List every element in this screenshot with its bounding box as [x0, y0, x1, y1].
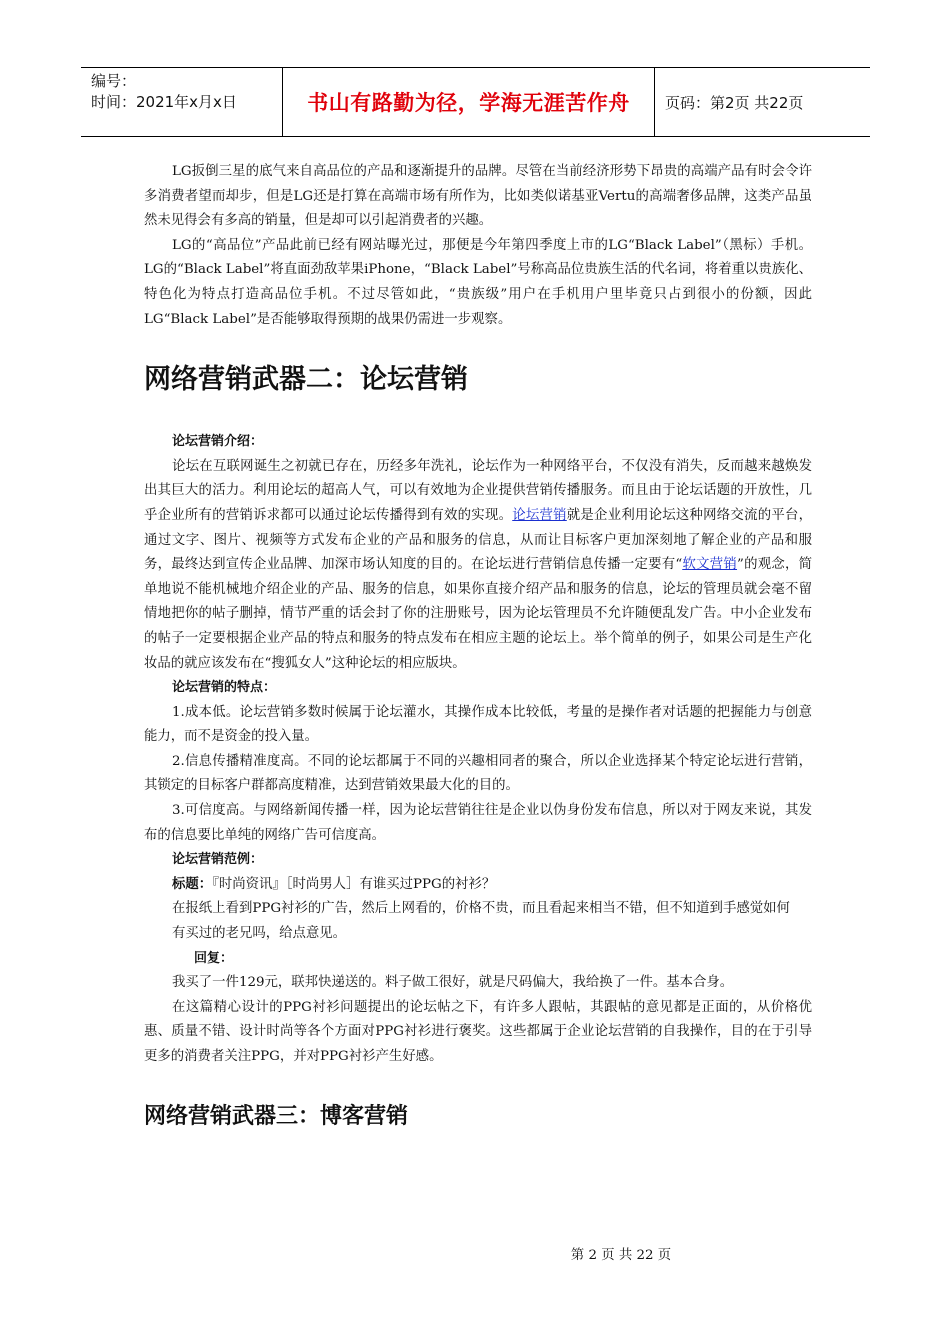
header-meta — [81, 68, 283, 136]
link-soft-ad-marketing[interactable]: 软文营销 — [682, 557, 738, 573]
document-number-label: 编号： — [91, 72, 137, 90]
text-run: 就是企业利用论坛这种网络交流的平台，通过文字、图片、视频等方式发布企业的产品和服务的信息，从而让目标客户更加深刻地了解企业的产品和服务，最终达到宣传企业品牌、加深市场认知度的目的。在论坛进行营销信息传播一定要有“ — [144, 507, 813, 573]
feature-credibility: 3.可信度高。与网络新闻传播一样，因为论坛营销往往是企业以伪身份发布信息，所以对于网友来说，其发布的信息要比单纯的网络广告可信度高。 — [144, 803, 812, 843]
header-page-number: 页码：第2页 共22页 — [665, 93, 804, 112]
document-body — [144, 160, 812, 1134]
page-header — [81, 67, 870, 137]
page-footer — [0, 1244, 950, 1263]
example-reply: 我买了一件129元，联邦快递送的。料子做工很好，就是尺码偏大，我给换了一件。基本合身。 — [172, 975, 734, 991]
text-run: 论坛在互联网诞生之初就已存在，历经多年洗礼，论坛作为一种网络平台，不仅没有消失，反而越来越焕发出其巨大的活力。利用论坛的超高人气，可以有效地为企业提供营销传播服务。而且由于论坛话题的开放性，几乎企业所有的营销诉求都可以通过论坛传播得到有效的实现。 — [144, 458, 812, 523]
subheading-forum-example: 论坛营销范例： — [172, 852, 264, 868]
footer-page-number: 第 2 页 共 22 页 — [570, 1248, 672, 1263]
header-motto: 书山有路勤为径，学海无涯苦作舟 — [307, 91, 630, 115]
link-forum-marketing[interactable]: 论坛营销 — [512, 507, 567, 523]
paragraph-lg-black-label: LG的“高品位”产品此前已经有网站曝光过，那便是今年第四季度上市的LG“Black Label”（黑标）手机。LG的“Black Label”将直面劲敌苹果iPhone，“Black Label”号称高品位贵族生活的代名词，将着重以贵族化、特色化为特点打造高品位手机。不过尽管如此，“贵族级”用户在手机用户里毕竟只占到很小的份额，因此LG“Black Label”是否能够取得预期的战果仍需进一步观察。 — [144, 237, 812, 327]
paragraph-lg-brand: LG扳倒三星的底气来自高品位的产品和逐渐提升的品牌。尽管在当前经济形势下昂贵的高端产品有时会令许多消费者望而却步，但是LG还是打算在高端市场有所作为，比如类似诺基亚Vertu的高端奢侈品牌，这类产品虽然未见得会有多高的销量，但是却可以引起消费者的兴趣。 — [144, 164, 812, 229]
example-title-text: 『时尚资讯』［时尚男人］有谁买过PPG的衬衫？ — [212, 876, 496, 892]
example-title-line — [144, 873, 812, 898]
section-title-forum-marketing: 网络营销武器二：论坛营销 — [144, 364, 468, 396]
example-summary: 在这篇精心设计的PPG衬衫问题提出的论坛帖之下，有许多人跟帖，其跟帖的意见都是正面的，从价格优惠、质量不错、设计时尚等各个方面对PPG衬衫进行褒奖。这些都属于企业论坛营销的自我操作，目的在于引导更多的消费者关注PPG，并对PPG衬衫产生好感。 — [144, 999, 812, 1064]
example-post-2: 有买过的老兄吗，给点意见。 — [172, 926, 347, 942]
text-run: ”的观念，简单地说不能机械地介绍企业的产品、服务的信息，如果你直接介绍产品和服务的信息，论坛的管理员就会毫不留情地把你的帖子删掉，情节严重的话会封了你的注册账号，因为论坛管理员不允许随便乱发广告。中小企业发布的帖子一定要根据企业产品的特点和服务的特点发布在相应主题的论坛上。举个简单的例子，如果公司是生产化妆品的就应该发布在“搜狐女人”这种论坛的相应版块。 — [144, 557, 813, 671]
example-title-label: 标题： — [172, 876, 213, 892]
paragraph-forum-intro — [144, 455, 812, 676]
header-page-info — [655, 68, 870, 136]
example-post-1: 在报纸上看到PPG衬衫的广告，然后上网看的，价格不贵，而且看起来相当不错，但不知道到手感觉如何 — [172, 901, 790, 917]
document-date-label: 时间：2021年x月x日 — [91, 93, 237, 111]
section-title-blog-marketing: 网络营销武器三：博客营销 — [144, 1103, 409, 1129]
subheading-forum-features: 论坛营销的特点： — [172, 680, 277, 696]
header-motto-cell — [283, 68, 655, 136]
subheading-forum-intro: 论坛营销介绍： — [172, 434, 264, 450]
feature-low-cost: 1.成本低。论坛营销多数时候属于论坛灌水，其操作成本比较低，考量的是操作者对话题的把握能力与创意能力，而不是资金的投入量。 — [144, 704, 812, 745]
feature-precision: 2.信息传播精准度高。不同的论坛都属于不同的兴趣相同者的聚合，所以企业选择某个特定论坛进行营销，其锁定的目标客户群都高度精准，达到营销效果最大化的目的。 — [144, 753, 812, 794]
example-reply-label: 回复： — [194, 950, 234, 966]
